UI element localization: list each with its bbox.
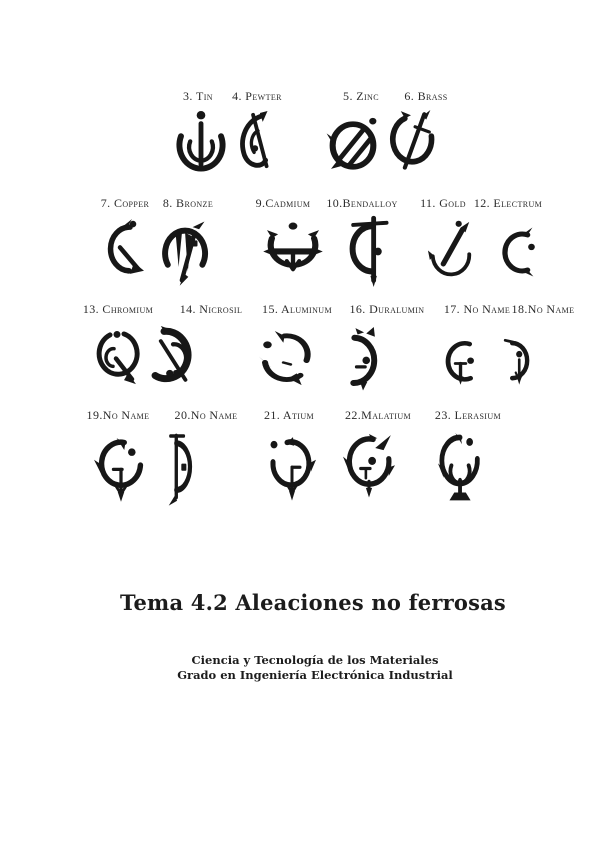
label-lerasium: 23. Lerasium (434, 408, 502, 422)
malatium-icon (343, 434, 395, 504)
no-name-17-icon (437, 333, 485, 393)
label-cadmium: 9.Cadmium (255, 196, 311, 210)
duralumin-icon (336, 327, 390, 397)
label-copper: 7. Copper (100, 196, 150, 210)
nicrosil-icon (144, 326, 200, 396)
electrum-icon (495, 222, 543, 282)
label-no-name-19: 19.No Name (86, 408, 150, 422)
label-duralumin: 16. Duralumin (349, 302, 425, 316)
label-brass: 6. Brass (404, 89, 448, 103)
pewter-icon (232, 111, 280, 175)
chromium-icon (92, 328, 142, 392)
atium-icon (267, 436, 317, 506)
bronze-icon (157, 216, 211, 288)
tin-icon (174, 110, 228, 178)
brass-icon (387, 109, 438, 177)
subtitle-line-1: Ciencia y Tecnología de los Materiales (191, 653, 439, 667)
subtitle (177, 653, 453, 682)
no-name-19-icon (94, 436, 148, 506)
copper-icon (97, 218, 147, 284)
zinc-icon (326, 112, 381, 178)
label-tin: 3. Tin (183, 89, 213, 103)
label-malatium: 22.Malatium (344, 408, 412, 422)
subtitle-line-2: Grado en Ingeniería Electrónica Industrial (177, 667, 453, 682)
label-gold: 11. Gold (420, 196, 466, 210)
label-bronze: 8. Bronze (162, 196, 214, 210)
label-aluminum: 15. Aluminum (262, 302, 332, 316)
label-chromium: 13. Chromium (82, 302, 154, 316)
label-no-name-18: 18.No Name (511, 302, 575, 316)
label-nicrosil: 14. Nicrosil (179, 302, 243, 316)
aluminum-icon (257, 330, 318, 394)
label-no-name-17: 17. No Name (443, 302, 511, 316)
page-title: Tema 4.2 Aleaciones no ferrosas (120, 590, 506, 616)
label-bendalloy: 10.Bendalloy (326, 196, 398, 210)
label-pewter: 4. Pewter (232, 89, 282, 103)
lerasium-icon (437, 433, 485, 506)
label-zinc: 5. Zinc (343, 89, 379, 103)
label-no-name-20: 20.No Name (174, 408, 238, 422)
label-atium: 21. Atium (263, 408, 315, 422)
gold-icon (427, 220, 475, 282)
label-electrum: 12. Electrum (473, 196, 543, 210)
no-name-20-icon (162, 430, 204, 508)
cadmium-icon (262, 220, 324, 286)
bendalloy-icon (338, 215, 392, 287)
no-name-18-icon (499, 332, 543, 392)
